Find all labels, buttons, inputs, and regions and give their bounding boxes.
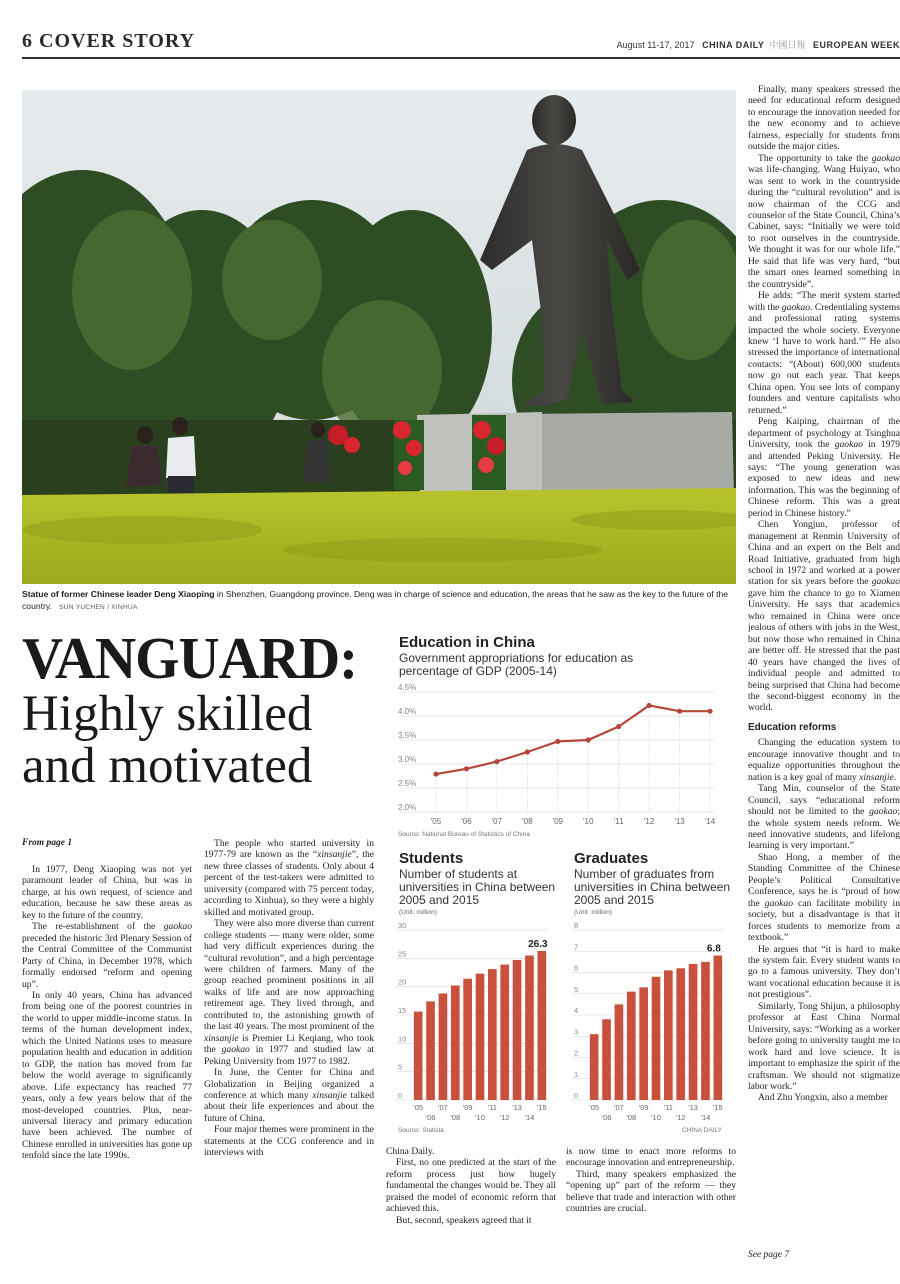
paragraph: Third, many speakers emphasized the “opening up” part of the reform — they believe that trade and interaction with other countries are crucial. (566, 1168, 736, 1215)
data-point (707, 709, 712, 714)
line-chart (396, 684, 726, 844)
bar (615, 1004, 624, 1100)
issue-date: August 11-17, 2017 (616, 40, 695, 50)
bar (513, 960, 522, 1100)
bar (713, 956, 722, 1101)
x-tick-label: '06 (461, 817, 472, 826)
cover-photo (22, 90, 736, 584)
jump-to-line: See page 7 (748, 1250, 790, 1260)
x-tick-label: '14 (524, 1113, 535, 1122)
x-tick-label: '05 (430, 817, 442, 826)
y-tick-label: 4.0% (398, 707, 417, 716)
publication-name-cn: 中國日報 (769, 40, 806, 50)
paragraph: Finally, many speakers stressed the need for educational reform designed to encourage the innovation needed for the new economy and to achieve fairness, especially for students from outside the major cities. (748, 84, 900, 153)
bar (414, 1012, 423, 1100)
data-label: 6.8 (706, 943, 721, 955)
y-tick-label: 4.5% (398, 684, 417, 692)
paragraph: China Daily. (386, 1146, 435, 1157)
paragraph: is now time to enact more reforms to encourage innovation and entrepreneurship. (566, 1146, 736, 1169)
y-tick-label: 3 (574, 1027, 579, 1037)
paragraph: But, second, speakers agreed that it (396, 1214, 532, 1226)
graduates-chart-subtitle: Number of graduates from universities in China between 2005 and 2015 (574, 867, 731, 907)
x-tick-label: '08 (450, 1113, 461, 1122)
publication-name: CHINA DAILY (702, 40, 765, 50)
data-label: 26.3 (528, 938, 548, 950)
x-tick-label: '10 (651, 1113, 661, 1122)
x-tick-label: '09 (552, 817, 563, 826)
y-tick-label: 7 (574, 942, 579, 952)
deng-xiaoping-statue-photo (22, 90, 736, 584)
paragraph: Changing the education system to encourage innovative thought and to equalize opportunities throughout the nation is a key goal of many xinsanjie. (748, 737, 900, 783)
paragraph: He argues that “it is hard to make the system fair. Every student wants to go to a famous university. They don’t want vocational education because it is not prestigious”. (748, 943, 900, 1001)
data-point (555, 739, 560, 744)
graduates-chart-block (574, 850, 734, 916)
y-tick-label: 8 (574, 921, 579, 930)
y-tick-label: 6 (574, 963, 579, 973)
section-name: COVER STORY (39, 30, 196, 52)
y-tick-label: 25 (398, 949, 407, 959)
bar (451, 986, 460, 1100)
bar (476, 974, 485, 1100)
chart-source: Source: Statista (398, 1127, 444, 1134)
x-tick-label: '11 (613, 817, 624, 826)
y-tick-label: 30 (398, 921, 407, 930)
line-chart-block (399, 634, 729, 678)
x-tick-label: '13 (512, 1103, 522, 1112)
header-rule (22, 57, 900, 59)
data-point (677, 709, 682, 714)
line-chart-subtitle: Government appropriations for education as percentage of GDP (2005-14) (399, 651, 634, 678)
x-tick-label: '12 (675, 1113, 686, 1122)
paragraph: In only 40 years, China has advanced from being one of the poorest countries in the world to upper middle-income status. In terms of the human development index, which the United Nations uses to measure population health and education in addition to GDP, the nation has moved from far below the world average to significantly above. Life expectancy has reached 77 years, only a few years below that of the most-developed countries. Plus, near-universal literacy and primary education have been achieved. The number of Chinese enrolled in universities has gone up tenfold since the late 1990s. (22, 989, 192, 1162)
paragraph: And Zhu Yongxin, also a member (758, 1092, 888, 1104)
y-tick-label: 0 (574, 1091, 579, 1100)
y-tick-label: 15 (398, 1006, 407, 1015)
x-tick-label: '06 (425, 1113, 436, 1122)
bar (426, 1001, 435, 1100)
page-header-right (617, 38, 900, 51)
paragraph: The people who started university in 1977-79 are known as the “xinsanjie”, the new three classes of students. Only about 4 percent of the test-takers were admitted to university (compared with 75 percent today, according to Xinhua), so they were a highly skilled and motivated group. (204, 838, 374, 918)
y-tick-label: 2 (574, 1048, 579, 1058)
bar (627, 992, 636, 1100)
y-tick-label: 4 (574, 1006, 579, 1015)
paragraph: They were also more diverse than current college students — many were older, some had very difficult experiences during the “cultural revolution”, and a high percentage were children of farmers. Many of the group reached prominent positions in all walks of life and are now approaching retirement age. They lived through, and contributed to, the astonishing growth of the last 40 years. The most prominent of the xinsanjie is Premier Li Keqiang, who took the gaokao in 1977 and studied law at Peking University from 1977 to 1982. (204, 918, 374, 1067)
paragraph: Similarly, Tong Shijun, a philosophy professor at East China Normal University, says: “Working as a worker before going to university taught me to work hard and love science. It is important to emphasize the spirit of the craftsman. We should not stigmatize labor work.” (748, 1000, 900, 1092)
jump-from-line: From page 1 (22, 838, 73, 848)
paragraph: Tang Min, counselor of the State Council, says “educational reform should not be limited to the gaokao; the whole system needs reform. We need innovative students, and lifelong learning is very important.” (748, 783, 900, 852)
subhead-education-reforms: Education reforms (748, 721, 837, 733)
x-tick-label: '14 (704, 817, 716, 826)
paragraph: He adds: “The merit system started with the gaokao. Credentialing systems and professional rating systems impacted the whole society. Everyone knew ‘I have to work hard.’” He also stressed the importance of international contacts: “(About) 600,000 students now go out each year. That keeps China open. You see lots of company founders and venture capitalists who returned.” (748, 290, 900, 416)
x-tick-label: '15 (712, 1103, 723, 1112)
headline-sub: Highly skilled and motivated (22, 686, 313, 794)
article-column-1 (22, 864, 192, 1162)
data-point (494, 759, 499, 764)
chart-source: Source: National Bureau of Statistics of China (398, 831, 530, 838)
y-tick-label: 2.0% (398, 803, 417, 812)
article-column-4 (566, 1146, 736, 1215)
data-point (464, 766, 469, 771)
x-tick-label: '14 (700, 1113, 711, 1122)
chart-source: CHINA DAILY (682, 1127, 722, 1134)
y-tick-label: 1 (574, 1069, 579, 1079)
bar (652, 977, 661, 1100)
x-tick-label: '05 (413, 1103, 424, 1112)
caption-lead: Statue of former Chinese leader Deng Xiaoping (22, 589, 215, 599)
students-chart-unit: (Unit: million) (399, 909, 437, 916)
paragraph: In June, the Center for China and Globalization in Beijing organized a conference at which many xinsanjie talked about their life experiences and about the future of China. (204, 1067, 374, 1124)
students-chart-subtitle: Number of students at universities in China between 2005 and 2015 (399, 867, 556, 907)
students-chart-block (399, 850, 564, 916)
photo-credit: SUN YUCHEN / XINHUA (59, 604, 138, 611)
y-tick-label: 0 (398, 1091, 403, 1100)
bar (676, 968, 685, 1100)
paragraph: Peng Kaiping, chairman of the department of psychology at Tsinghua University, took the gaokao in 1979 and attended Peking University. He says: “The young generation was exposed to new ideas and new information. This was the beginning of Chinese reform. This was a great period in Chinese history.” (748, 416, 900, 519)
x-tick-label: '15 (536, 1103, 547, 1112)
caption-text: in Shenzhen, Guangdong province. Deng was in charge of science and education, the areas that he saw as the key to the future of the country. (22, 589, 729, 611)
x-tick-label: '07 (614, 1103, 624, 1112)
y-tick-label: 5 (574, 984, 579, 994)
x-tick-label: '06 (601, 1113, 612, 1122)
bar (500, 965, 509, 1100)
data-point (616, 724, 621, 729)
students-chart-title: Students (399, 850, 464, 867)
page-header (22, 30, 195, 53)
x-tick-label: '13 (674, 817, 685, 826)
x-tick-label: '10 (583, 817, 594, 826)
x-tick-label: '08 (626, 1113, 637, 1122)
article-column-5 (748, 84, 900, 1244)
x-tick-label: '13 (688, 1103, 698, 1112)
y-tick-label: 2.5% (398, 779, 417, 788)
data-point (586, 737, 591, 742)
line-chart-title: Education in China (399, 634, 535, 651)
paragraph: In 1977, Deng Xiaoping was not yet paramount leader of China, but was in charge, at his own request, of science and education, because he saw these areas as key to the future of the country. (22, 864, 192, 921)
paragraph: The re-establishment of the gaokao preceded the historic 3rd Plenary Session of the Central Committee of the Communist Party of China, in December 1978, which formally endorsed “reform and opening up”. (22, 921, 192, 990)
graduates-chart-title: Graduates (574, 850, 649, 867)
bar (689, 964, 698, 1100)
graduates-bar-chart (572, 920, 732, 1142)
x-tick-label: '09 (462, 1103, 473, 1112)
x-tick-label: '12 (643, 817, 655, 826)
bar (639, 987, 648, 1100)
graduates-chart-unit: (Unit: million) (574, 909, 612, 916)
x-tick-label: '07 (491, 817, 503, 826)
x-tick-label: '12 (499, 1113, 510, 1122)
y-tick-label: 3.5% (398, 731, 417, 740)
x-tick-label: '05 (589, 1103, 600, 1112)
x-tick-label: '08 (522, 817, 533, 826)
bar (590, 1034, 599, 1100)
bar (701, 962, 710, 1100)
data-point (647, 703, 652, 708)
bar (439, 993, 448, 1100)
x-tick-label: '07 (438, 1103, 448, 1112)
paragraph: Chen Yongjun, professor of management at Renmin University of China and an expert on the Belt and Road Initiative, graduated from high school in 1972 and worked at a power station for six years before the gaokao gave him the chance to go to Xiamen University. He says that academics who remained in China were once jealous of others with jobs in the West, but now those who remained in China are better off. He stressed that the past 40 years have changed the lives of individual people and admitted to being surprised that China had become the second-biggest economy in the world. (748, 519, 900, 714)
bar (463, 979, 472, 1100)
x-tick-label: '09 (638, 1103, 649, 1112)
bar (537, 951, 546, 1100)
data-point (525, 749, 530, 754)
article-column-2 (204, 838, 374, 1159)
bar (664, 970, 673, 1100)
students-bar-chart (396, 920, 556, 1142)
bar (525, 956, 534, 1101)
y-tick-label: 3.0% (398, 755, 417, 764)
paragraph: Shao Hong, a member of the Standing Committee of the Chinese People’s Political Consultative Conference, says he is “proud of how the gaokao can facilitate mobility in society, but a disadvantage is that it forces students to memorize from a textbook.” (748, 851, 900, 944)
bar (488, 969, 497, 1100)
paragraph: The opportunity to take the gaokao was life-changing. Wang Huiyao, who was sent to work in the countryside during the “cultural revolution” and is now chairman of the CCG and counselor of the State Council, China’s Cabinet, says: “Initially we were told to root ourselves in the countryside. We thought it was for our whole life.” He said that life was very hard, “but the smart ones learned something in the countryside”. (748, 152, 900, 290)
x-tick-label: '10 (475, 1113, 485, 1122)
photo-caption (22, 588, 738, 614)
x-tick-label: '11 (487, 1103, 497, 1112)
article-column-3 (386, 1146, 556, 1226)
edition-name: EUROPEAN WEEK (812, 40, 900, 50)
bar (602, 1019, 611, 1100)
x-tick-label: '11 (663, 1103, 673, 1112)
headline-main: VANGUARD: (22, 625, 358, 692)
y-tick-label: 20 (398, 977, 407, 987)
page-number: 6 (22, 30, 33, 52)
data-point (433, 771, 438, 776)
y-tick-label: 10 (398, 1034, 407, 1044)
y-tick-label: 5 (398, 1062, 403, 1072)
paragraph: Four major themes were prominent in the statements at the CCG conference and in interviews with (204, 1124, 374, 1159)
paragraph: First, no one predicted at the start of the reform process just how hugely fundamental the changes would be. They all praised the model of economic reform that achieved this. (386, 1157, 556, 1215)
